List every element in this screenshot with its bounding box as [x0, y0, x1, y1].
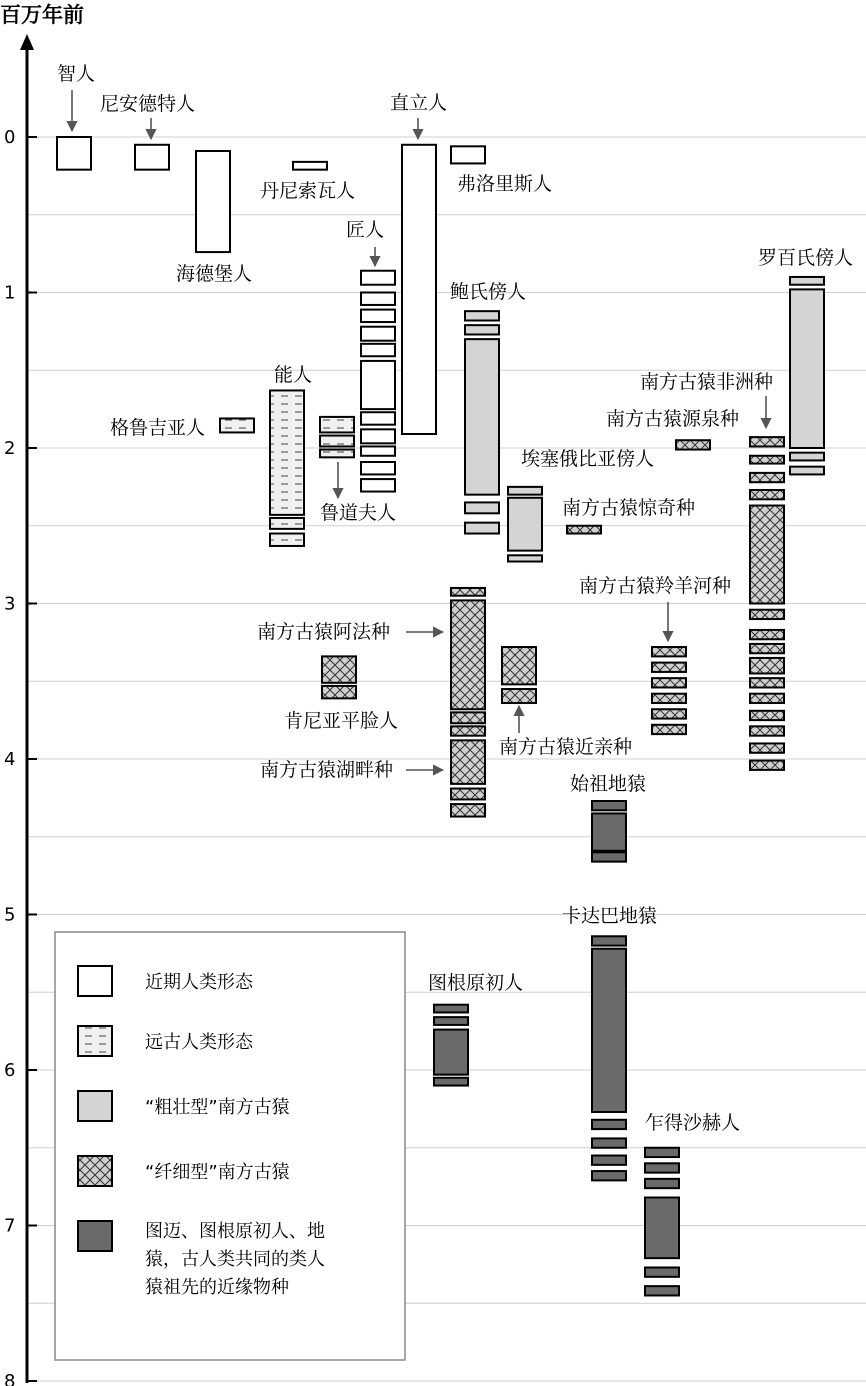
species-label: 南方古猿惊奇种: [562, 497, 696, 519]
species-7: [220, 418, 254, 432]
species-22: [592, 936, 626, 1180]
species-23: [434, 1005, 468, 1086]
species-12: [790, 277, 824, 474]
species-segment: [57, 137, 91, 170]
species-segment: [502, 689, 536, 703]
axis-title: 百万年前: [0, 3, 84, 27]
species-segment: [434, 1030, 468, 1075]
species-segment: [750, 437, 784, 446]
species-label: 弗洛里斯人: [457, 173, 553, 195]
species-label: 能人: [274, 364, 313, 386]
species-segment: [652, 678, 686, 687]
species-label: 直立人: [390, 92, 448, 114]
species-label: 鲁道夫人: [320, 502, 397, 524]
species-segment: [451, 726, 485, 735]
species-14: [676, 440, 710, 449]
species-segment: [361, 462, 395, 474]
species-segment: [592, 1156, 626, 1165]
species-8: [270, 390, 304, 546]
species-segment: [434, 1005, 468, 1013]
species-3: [293, 162, 327, 170]
species-segment: [320, 436, 354, 447]
species-segment: [322, 656, 356, 682]
legend-swatch: [78, 1091, 112, 1121]
species-6: [451, 146, 485, 163]
species-segment: [270, 518, 304, 529]
species-segment: [361, 344, 395, 356]
species-segment: [790, 467, 824, 475]
species-segment: [750, 490, 784, 499]
species-segment: [293, 162, 327, 170]
y-tick-label: 7: [4, 1215, 16, 1237]
species-9: [320, 417, 354, 457]
legend-swatch: [78, 1026, 112, 1056]
species-segment: [508, 487, 542, 495]
legend-label: 远古人类形态: [145, 1032, 253, 1053]
species-label: 南方古猿阿法种: [257, 621, 391, 643]
species-19: [322, 656, 356, 698]
species-label: 南方古猿近亲种: [499, 736, 633, 758]
species-segment: [750, 726, 784, 735]
species-segment: [592, 1138, 626, 1147]
y-tick-label: 6: [4, 1060, 16, 1081]
species-label: 匠人: [346, 219, 385, 241]
species-segment: [750, 743, 784, 752]
species-segment: [652, 725, 686, 734]
legend-swatch: [78, 966, 112, 996]
species-segment: [270, 534, 304, 546]
species-segment: [465, 325, 499, 334]
species-segment: [592, 1171, 626, 1180]
species-segment: [790, 289, 824, 448]
species-segment: [750, 658, 784, 674]
species-label: 鲍氏傍人: [450, 281, 527, 303]
species-18: [451, 740, 485, 816]
species-segment: [567, 526, 601, 534]
species-segment: [750, 506, 784, 604]
species-segment: [465, 311, 499, 320]
species-segment: [135, 145, 169, 170]
species-label: 南方古猿源泉种: [606, 408, 740, 430]
species-segment: [196, 151, 230, 252]
y-tick-label: 5: [4, 904, 16, 926]
species-segment: [322, 686, 356, 698]
legend-label: “粗壮型”南方古猿: [145, 1097, 290, 1118]
species-segment: [465, 502, 499, 513]
y-tick-label: 0: [4, 127, 16, 148]
species-segment: [320, 417, 354, 433]
legend-label: 近期人类形态: [145, 972, 253, 993]
species-label: 格鲁吉亚人: [110, 417, 206, 439]
species-segment: [592, 936, 626, 945]
species-segment: [652, 694, 686, 703]
species-segment: [434, 1078, 468, 1086]
species-segment: [361, 446, 395, 455]
species-label: 图根原初人: [428, 972, 524, 994]
species-segment: [592, 949, 626, 1112]
species-21: [592, 801, 626, 862]
species-label: 丹尼索瓦人: [260, 180, 356, 202]
species-segment: [790, 277, 824, 285]
species-20: [502, 647, 536, 703]
species-segment: [790, 453, 824, 461]
species-1: [135, 145, 169, 170]
species-0: [57, 137, 91, 170]
species-segment: [750, 678, 784, 687]
species-segment: [750, 644, 784, 653]
species-label: 海德堡人: [176, 263, 253, 285]
species-segment: [451, 146, 485, 163]
legend-swatch: [78, 1221, 112, 1251]
legend-swatch: [78, 1156, 112, 1186]
species-segment: [270, 390, 304, 514]
y-tick-label: 8: [4, 1371, 16, 1386]
y-axis-arrow-icon: [20, 34, 34, 50]
species-segment: [508, 555, 542, 561]
species-segment: [750, 761, 784, 770]
legend: [55, 932, 405, 1360]
species-segment: [502, 647, 536, 684]
species-segment: [592, 801, 626, 810]
species-segment: [645, 1198, 679, 1259]
species-label: 尼安德特人: [100, 93, 196, 115]
species-segment: [451, 789, 485, 800]
species-16: [652, 647, 686, 734]
species-segment: [465, 339, 499, 495]
y-tick-label: 3: [4, 593, 16, 615]
species-segment: [361, 412, 395, 424]
species-11: [508, 487, 542, 562]
species-segment: [361, 293, 395, 305]
species-segment: [750, 630, 784, 639]
species-2: [196, 151, 230, 252]
species-segment: [592, 852, 626, 861]
species-segment: [451, 740, 485, 784]
species-label: 南方古猿湖畔种: [260, 759, 394, 781]
species-segment: [592, 1120, 626, 1129]
y-tick-labels: [4, 127, 37, 1386]
species-segment: [361, 479, 395, 491]
legend-label: “纤细型”南方古猿: [145, 1162, 290, 1183]
species-segment: [645, 1286, 679, 1295]
y-tick-label: 4: [4, 749, 16, 770]
species-segment: [508, 498, 542, 551]
species-segment: [645, 1179, 679, 1188]
species-segment: [652, 709, 686, 718]
species-17: [451, 588, 485, 736]
species-segment: [645, 1163, 679, 1172]
species-segment: [676, 440, 710, 449]
species-segment: [465, 523, 499, 534]
species-segment: [220, 418, 254, 432]
species-segment: [652, 663, 686, 672]
species-segment: [645, 1267, 679, 1276]
species-segment: [652, 647, 686, 656]
species-segment: [592, 813, 626, 850]
species-segment: [320, 450, 354, 458]
species-segment: [451, 588, 485, 596]
species-10: [465, 311, 499, 533]
species-label: 埃塞俄比亚傍人: [521, 448, 655, 470]
y-tick-label: 1: [4, 282, 16, 304]
species-segment: [750, 694, 784, 703]
species-segment: [451, 600, 485, 709]
species-segment: [361, 429, 395, 443]
species-13: [567, 526, 601, 534]
species-segment: [750, 711, 784, 720]
species-segment: [361, 361, 395, 409]
species-label: 卡达巴地猿: [562, 905, 658, 927]
species-segment: [451, 804, 485, 816]
species-label: 始祖地猿: [570, 773, 647, 795]
y-axis: [20, 34, 34, 1383]
species-5: [402, 145, 436, 434]
species-segment: [750, 456, 784, 464]
species-label: 南方古猿羚羊河种: [579, 575, 732, 597]
legend-label: 图迈、图根原初人、地猿，古人类共同的类人猿祖先的近缘物种: [145, 1221, 325, 1298]
species-segment: [361, 271, 395, 285]
species-segment: [361, 310, 395, 322]
species-24: [645, 1148, 679, 1296]
species-segment: [645, 1148, 679, 1157]
species-label: 智人: [57, 63, 96, 85]
species-segment: [750, 610, 784, 619]
species-label: 肯尼亚平脸人: [284, 710, 399, 732]
species-label: 乍得沙赫人: [645, 1112, 741, 1134]
species-label: 罗百氏傍人: [758, 247, 854, 269]
species-4: [361, 271, 395, 492]
species-15: [750, 437, 784, 770]
species-segment: [402, 145, 436, 434]
species-segment: [361, 327, 395, 341]
species-label: 南方古猿非洲种: [640, 371, 774, 393]
species-segment: [750, 473, 784, 482]
species-segment: [451, 712, 485, 723]
y-tick-label: 2: [4, 438, 16, 459]
species-segment: [434, 1017, 468, 1025]
